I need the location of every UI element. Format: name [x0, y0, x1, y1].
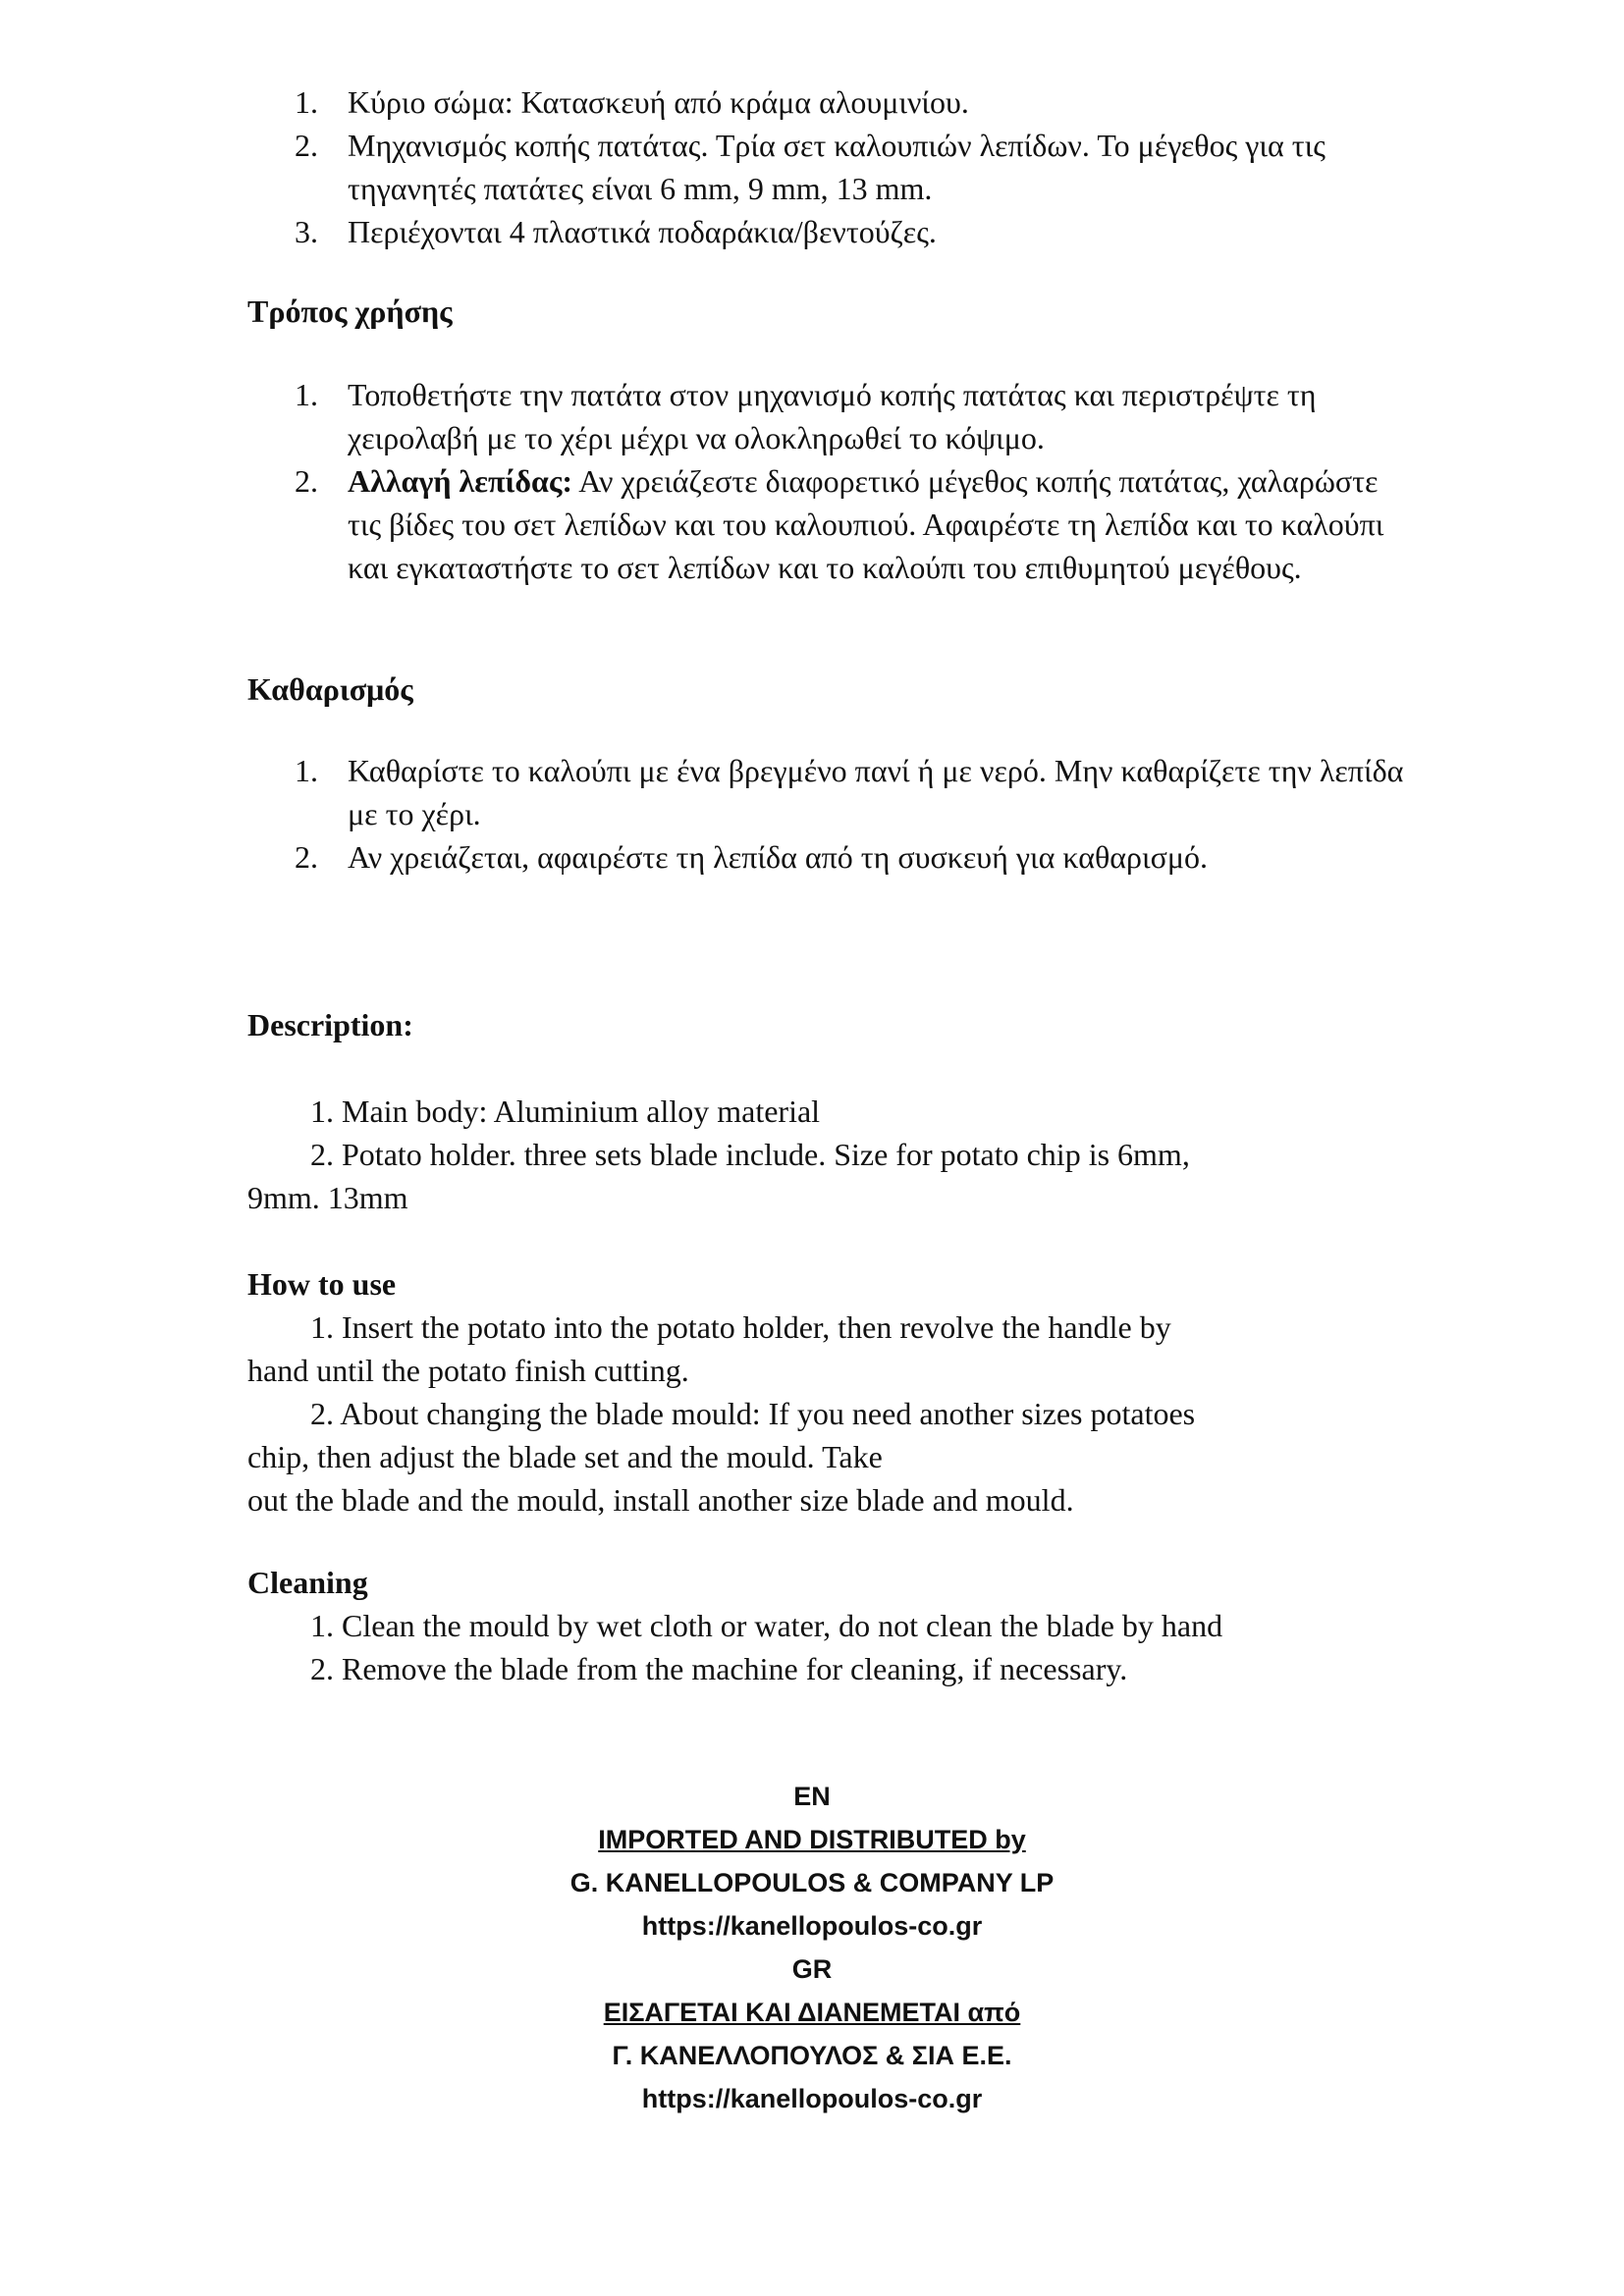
list-text: Τοποθετήστε την πατάτα στον μηχανισμό κοπής πατάτας και περιστρέψτε τη χειρολαβή με το χέρι μέχρι να ολοκληρωθεί το κόψιμο.: [348, 377, 1317, 455]
en-label: EN: [793, 1782, 831, 1811]
text-line: hand until the potato finish cutting.: [247, 1353, 689, 1388]
list-item: [295, 210, 1404, 253]
text-line: 9mm. 13mm: [247, 1180, 408, 1215]
text-line: 1. Clean the mould by wet cloth or water, do not clean the blade by hand: [310, 1608, 1223, 1643]
en-company-name: G. KANELLOPOULOS & COMPANY LP: [569, 1868, 1055, 1897]
list-text: Κύριο σώμα: Κατασκευή από κράμα αλουμινίου.: [348, 84, 969, 120]
description-heading: Description:: [247, 1007, 413, 1042]
list-item: [295, 835, 1404, 879]
greek-cleaning-list: [295, 749, 1404, 879]
greek-intro-list: [295, 80, 1404, 253]
greek-usage-heading: Τρόπος χρήσης: [247, 294, 453, 329]
list-text: Καθαρίστε το καλούπι με ένα βρεγμένο πανί ή με νερό. Μην καθαρίζετε την λεπίδα με το χέρι.: [348, 753, 1404, 831]
text-line: 2. Remove the blade from the machine for cleaning, if necessary.: [310, 1651, 1128, 1686]
list-bold-label: Αλλαγή λεπίδας:: [348, 463, 573, 499]
description-body: [247, 1090, 1357, 1219]
gr-imported-line: ΕΙΣΑΓΕΤΑΙ ΚΑΙ ΔΙΑΝΕΜΕΤΑΙ από: [603, 1998, 1021, 2027]
list-item: [295, 80, 1404, 124]
greek-usage-list: [295, 373, 1404, 589]
list-number: 2.: [295, 463, 318, 499]
text-line: out the blade and the mould, install another size blade and mould.: [247, 1482, 1074, 1518]
list-number: 2.: [295, 128, 318, 163]
list-text: Περιέχονται 4 πλαστικά ποδαράκια/βεντούζες.: [348, 214, 937, 249]
list-number: 3.: [295, 214, 318, 249]
list-number: 1.: [295, 377, 318, 412]
greek-cleaning-heading: Καθαρισμός: [247, 671, 413, 707]
en-imported-line: IMPORTED AND DISTRIBUTED by: [598, 1825, 1026, 1854]
gr-label: GR: [791, 1954, 833, 1984]
list-item: [295, 749, 1404, 835]
howto-body: [247, 1306, 1357, 1522]
list-text: Αν χρειάζεται, αφαιρέστε τη λεπίδα από τη συσκευή για καθαρισμό.: [348, 839, 1209, 875]
gr-company-name: Γ. ΚΑΝΕΛΛΟΠΟΥΛΟΣ & ΣΙΑ Ε.Ε.: [612, 2041, 1012, 2070]
list-number: 2.: [295, 839, 318, 875]
gr-website-link[interactable]: https://kanellopoulos-co.gr: [641, 2084, 983, 2113]
list-item: [295, 373, 1404, 459]
text-line: 1. Main body: Aluminium alloy material: [310, 1094, 821, 1129]
text-line: 2. Potato holder. three sets blade include. Size for potato chip is 6mm,: [310, 1137, 1190, 1172]
en-website-link[interactable]: https://kanellopoulos-co.gr: [641, 1911, 983, 1941]
list-text: Μηχανισμός κοπής πατάτας. Τρία σετ καλουπιών λεπίδων. Το μέγεθος για τις τηγανητές πατάτες είναι 6 mm, 9 mm, 13 mm.: [348, 128, 1326, 206]
importer-footer: [0, 1775, 1624, 2120]
text-line: 1. Insert the potato into the potato holder, then revolve the handle by: [310, 1309, 1171, 1345]
list-number: 1.: [295, 753, 318, 788]
list-item: [295, 459, 1404, 589]
text-line: chip, then adjust the blade set and the mould. Take: [247, 1439, 883, 1474]
text-line: 2. About changing the blade mould: If you need another sizes potatoes: [310, 1396, 1196, 1431]
list-item: [295, 124, 1404, 210]
list-number: 1.: [295, 84, 318, 120]
list-text: Αν χρειάζεστε διαφορετικό μέγεθος κοπής πατάτας, χαλαρώστε τις βίδες του σετ λεπίδων και του καλουπιού. Αφαιρέστε τη λεπίδα και το καλούπι και εγκαταστήστε το σετ λεπίδων και το καλούπι του επιθυμητού μεγέθους.: [348, 463, 1384, 585]
cleaning-body: [247, 1604, 1357, 1690]
howto-heading: How to use: [247, 1266, 397, 1302]
cleaning-heading: Cleaning: [247, 1565, 368, 1600]
